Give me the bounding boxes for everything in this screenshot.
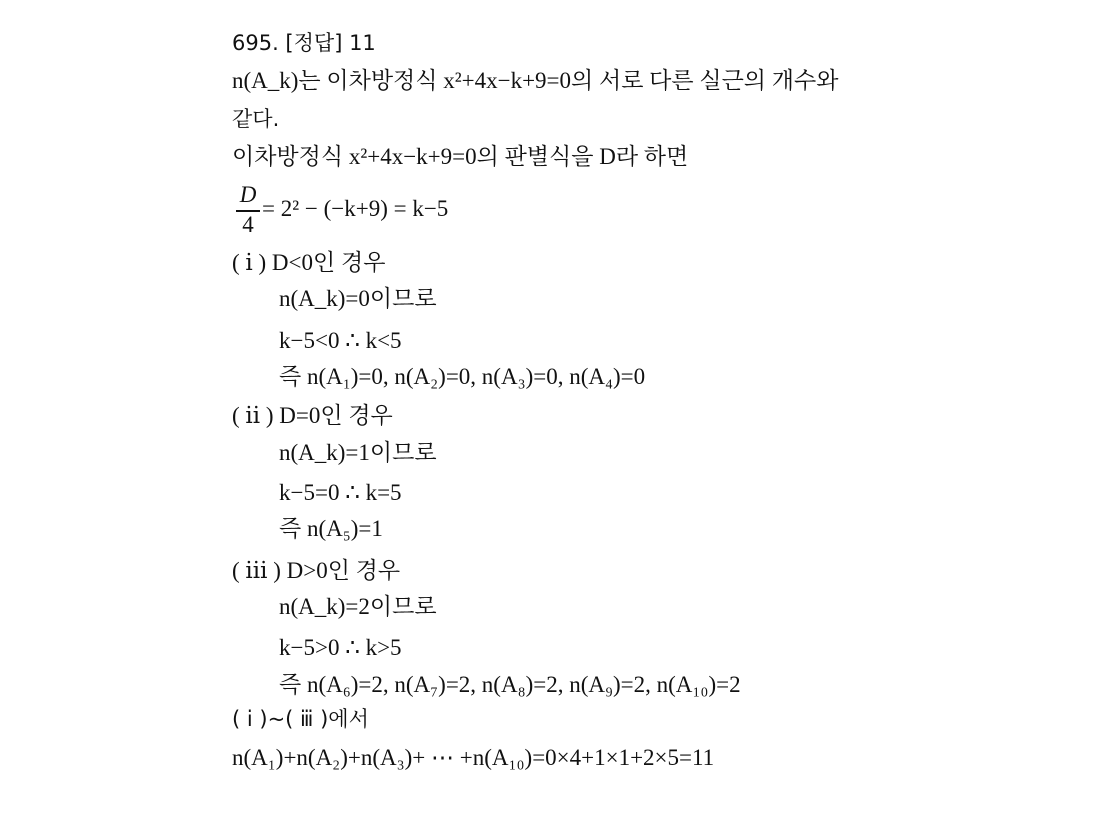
intro-line-2: 같다. [232,107,280,131]
conclusion-from: ( ⅰ )~( ⅲ )에서 [232,707,369,731]
case-1-result: 즉 n(A₁)=0, n(A₂)=0, n(A₃)=0, n(A₄)=0 [279,364,646,389]
case-2-result: 즉 n(A₅)=1 [279,516,383,541]
conclusion-sum: n(A₁)+n(A₂)+n(A₃)+ ⋯ +n(A₁₀)=0×4+1×1+2×5=11 [232,745,715,770]
case-3-value: n(A_k)=2이므로 [279,594,437,619]
case-1-value: n(A_k)=0이므로 [279,286,437,311]
case-3-result: 즉 n(A₆)=2, n(A₇)=2, n(A₈)=2, n(A₉)=2, n(A₁₀)=2 [279,672,741,697]
discriminant-line: 이차방정식 x²+4x−k+9=0의 판별식을 D라 하면 [232,144,689,169]
case-3-heading: ( ⅲ ) D>0인 경우 [232,558,401,583]
fraction-denominator: 4 [242,212,254,237]
case-1-inequality: k−5<0 ∴ k<5 [279,328,402,353]
case-1-heading: ( ⅰ ) D<0인 경우 [232,250,386,275]
case-2-inequality: k−5=0 ∴ k=5 [279,480,402,505]
intro-line-1: n(A_k)는 이차방정식 x²+4x−k+9=0의 서로 다른 실근의 개수와 [232,68,839,93]
discriminant-equation: = 2² − (−k+9) = k−5 [262,196,449,221]
case-2-value: n(A_k)=1이므로 [279,440,437,465]
case-2-heading: ( ⅱ ) D=0인 경우 [232,403,393,428]
problem-heading: 695. [정답] 11 [232,31,376,55]
case-3-inequality: k−5>0 ∴ k>5 [279,635,402,660]
fraction-numerator: D [239,182,257,207]
